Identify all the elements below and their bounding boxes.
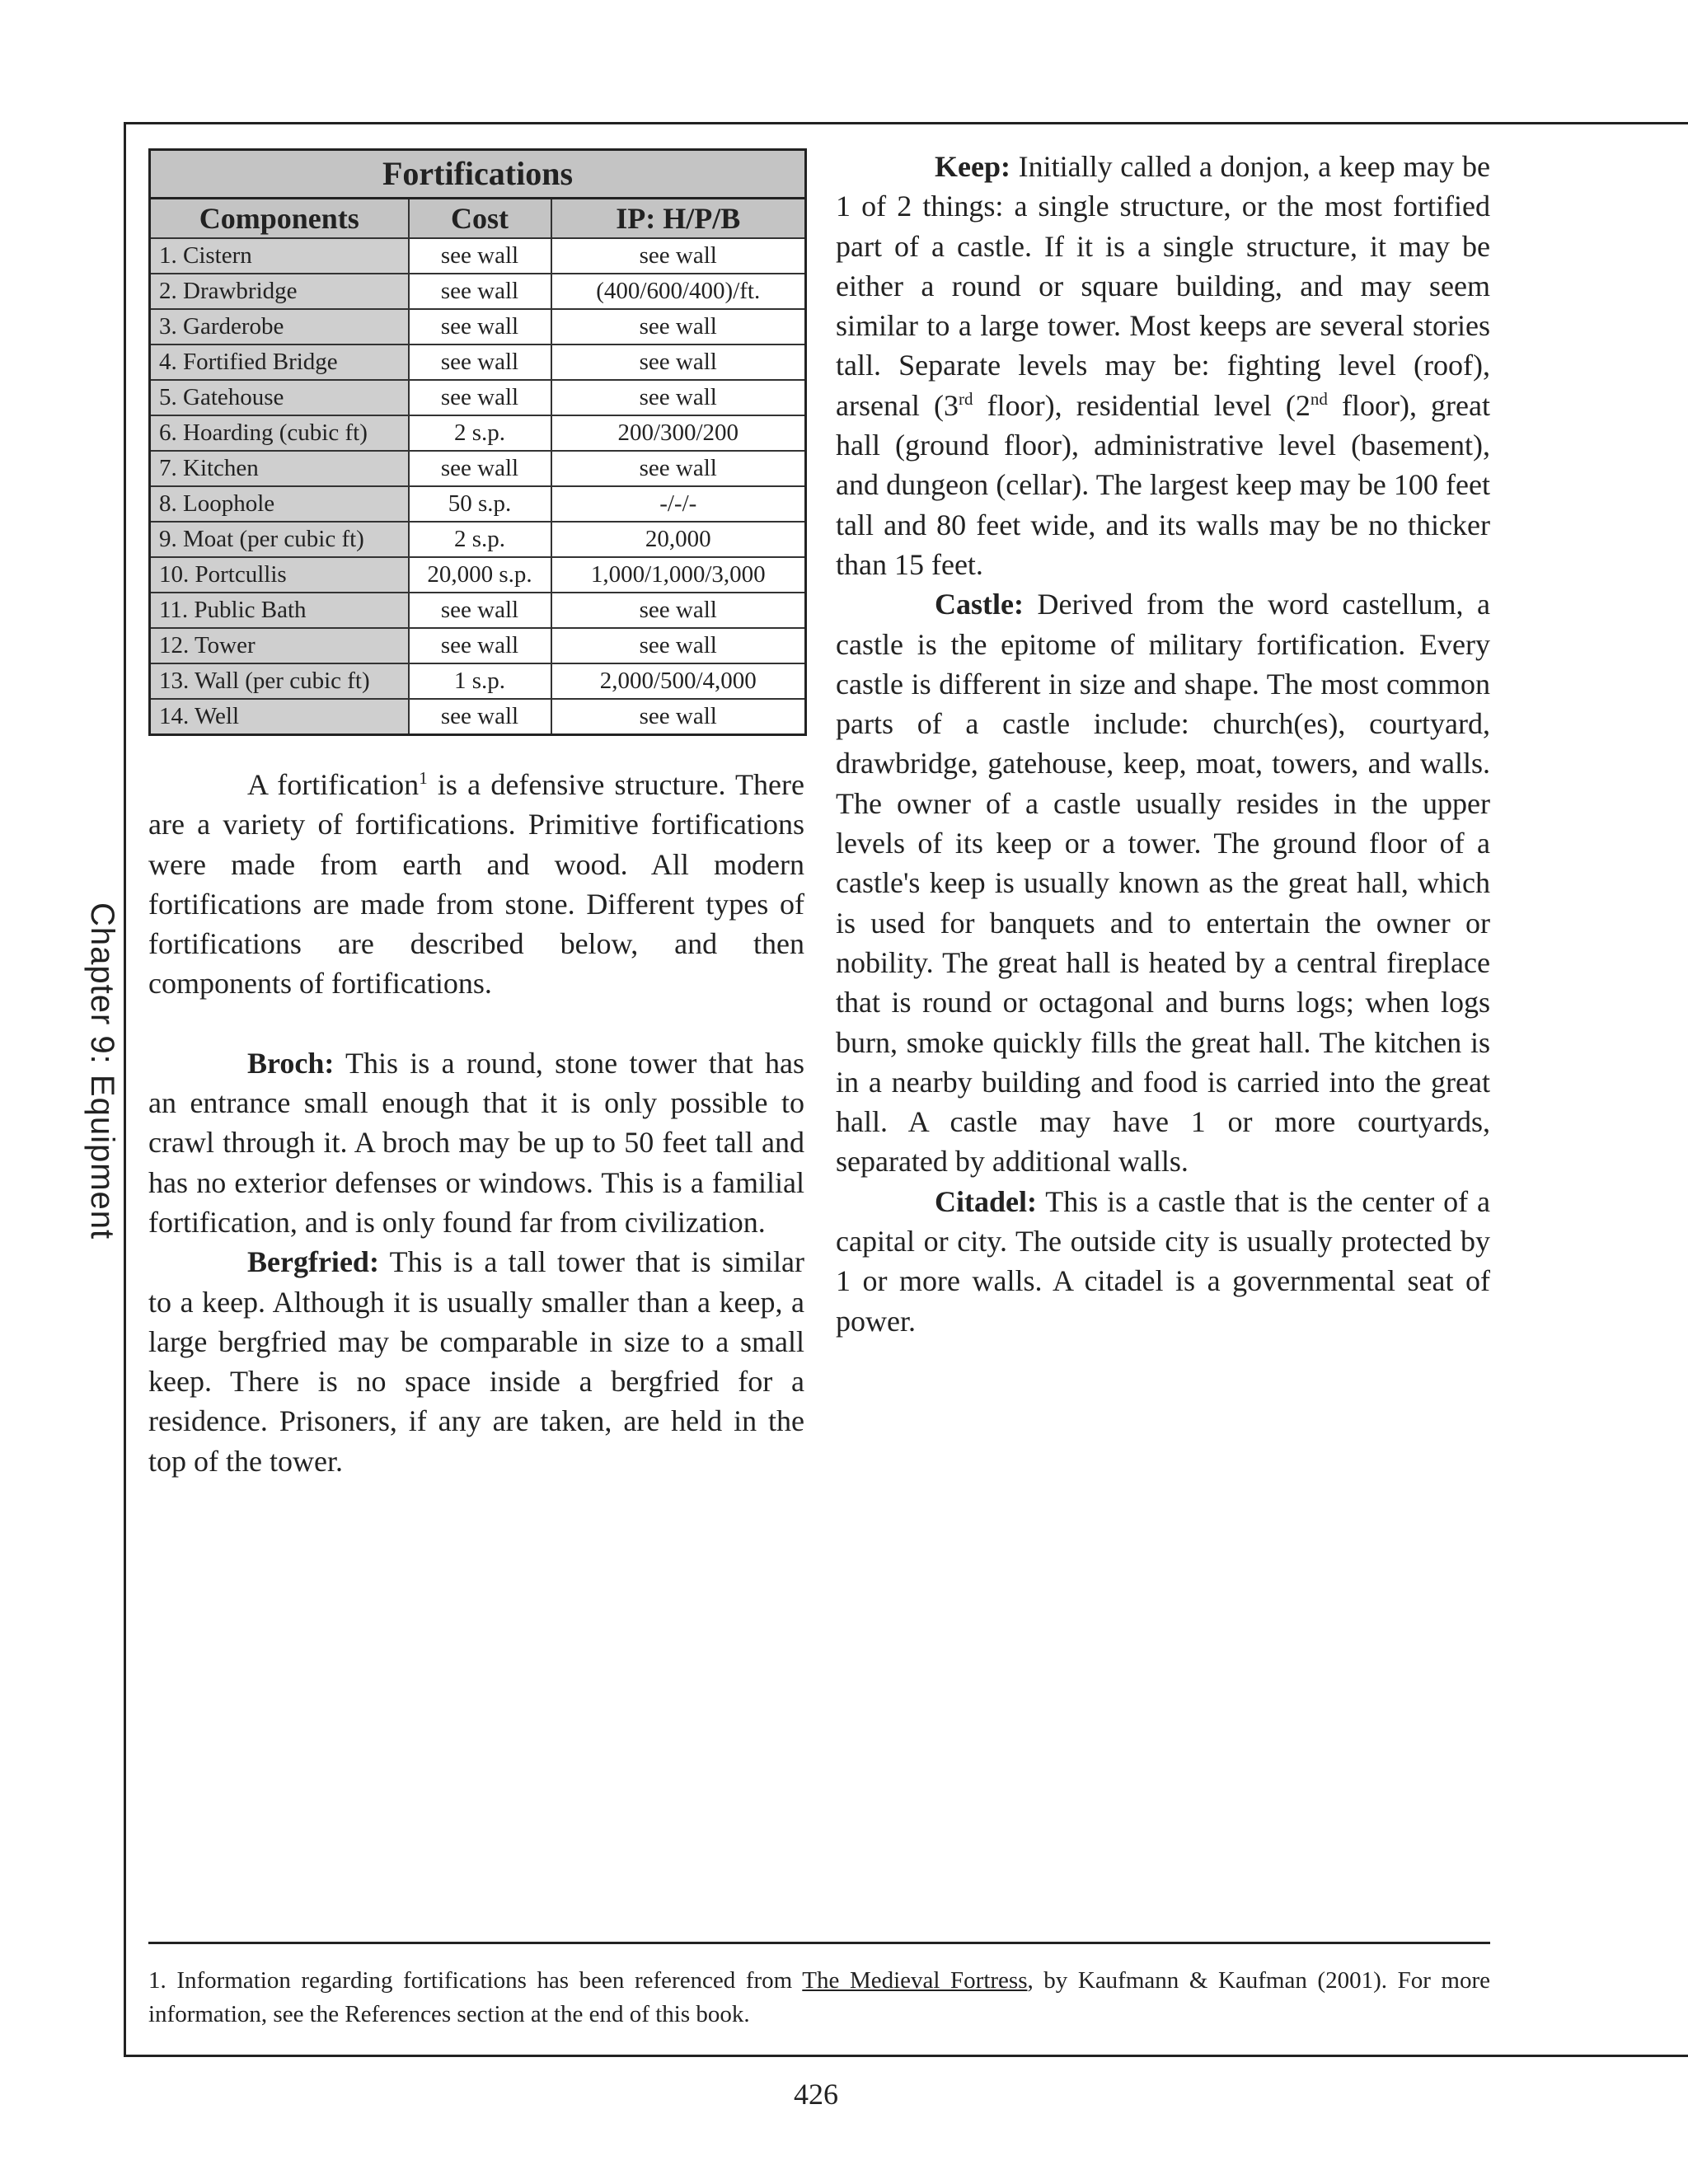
component-cell: 1. Cistern (150, 238, 409, 274)
cost-cell: 2 s.p. (409, 415, 551, 451)
footnote-book-title: The Medieval Fortress (802, 1967, 1028, 1994)
intro-text: is a defensive structure. There are a variety of fortifications. Primitive fortifications were made from earth and wood. All modern fortifications are made from stone. Different types of fortifications are described below, and then components of fortifications. (148, 768, 804, 1001)
table-header-row (150, 199, 806, 239)
component-cell: 2. Drawbridge (150, 274, 409, 309)
ip-cell: see wall (551, 699, 806, 735)
ip-cell: see wall (551, 628, 806, 663)
citadel-text: This is a castle that is the center of a capital or city. The outside city is usually protected by 1 or more walls. A citadel is a governmental seat of power. (836, 1184, 1490, 1338)
cost-cell: see wall (409, 699, 551, 735)
broch-paragraph (148, 1043, 804, 1242)
table-body (150, 238, 806, 735)
keep-superscript-nd: nd (1310, 388, 1328, 409)
component-cell: 14. Well (150, 699, 409, 735)
component-cell: 10. Portcullis (150, 557, 409, 593)
keep-text-part-a: Initially called a donjon, a keep may be 1 of 2 things: a single structure, or the most fortified part of a castle. If it is a single structure, it may be either a round or square building, and may seem similar to a large tower. Most keeps are several stories tall. Separate levels may be: fighting level (roof), arsenal (3 (836, 150, 1490, 422)
component-cell: 11. Public Bath (150, 593, 409, 628)
ip-cell: (400/600/400)/ft. (551, 274, 806, 309)
table-title: Fortifications (148, 148, 807, 197)
ip-cell: see wall (551, 380, 806, 415)
table-row (150, 557, 806, 593)
ip-cell: 20,000 (551, 522, 806, 557)
cost-cell: 2 s.p. (409, 522, 551, 557)
table-row (150, 628, 806, 663)
page-number: 426 (794, 2078, 838, 2111)
broch-text: This is a round, stone tower that has an entrance small enough that it is only possible to crawl through it. A broch may be up to 50 feet tall and has no exterior defenses or windows. This is a familial fortification, and is only found far from civilization. (148, 1046, 804, 1239)
ip-cell: 1,000/1,000/3,000 (551, 557, 806, 593)
column-header-components: Components (150, 199, 409, 239)
castle-paragraph (836, 584, 1490, 1181)
cost-cell: see wall (409, 274, 551, 309)
keep-superscript-rd: rd (959, 388, 973, 409)
ip-cell: 2,000/500/4,000 (551, 663, 806, 699)
table-row (150, 344, 806, 380)
chapter-side-label: Chapter 9: Equipment (84, 902, 120, 1240)
footnote-suffix: , by Kaufmann & Kaufman (2001). For more information, see the References section at the end of this book. (148, 1967, 1491, 2027)
footnote-prefix: 1. Information regarding fortifications has been referenced from (148, 1967, 803, 1994)
keep-term: Keep: (935, 150, 1010, 183)
table-row (150, 663, 806, 699)
castle-text: Derived from the word castellum, a castle is the epitome of military fortification. Every castle is different in size and shape. The most common parts of a castle include: church(es), courtyard, drawbridge, gatehouse, keep, moat, towers, and walls. The owner of a castle usually resides in the upper levels of its keep or a tower. The ground floor of a castle's keep is usually known as the great hall, which is used for banquets and to entertain the owner or nobility. The great hall is heated by a central fireplace that is round or octagonal and burns logs; when logs burn, smoke quickly fills the great hall. The kitchen is in a nearby building and food is carried into the great hall. A castle may have 1 or more courtyards, separated by additional walls. (836, 588, 1490, 1179)
fortifications-table (148, 148, 807, 736)
broch-term: Broch: (247, 1046, 335, 1080)
cost-cell: see wall (409, 238, 551, 274)
table-row (150, 274, 806, 309)
ip-cell: see wall (551, 344, 806, 380)
intro-first-word: A fortification (247, 768, 420, 801)
table-row (150, 699, 806, 735)
cost-cell: 1 s.p. (409, 663, 551, 699)
table-row (150, 415, 806, 451)
table-row (150, 593, 806, 628)
footnote-marker: 1 (419, 768, 428, 788)
column-header-cost: Cost (409, 199, 551, 239)
ip-cell: 200/300/200 (551, 415, 806, 451)
paragraph-spacer (148, 1004, 804, 1043)
ip-cell: -/-/- (551, 486, 806, 522)
component-cell: 6. Hoarding (cubic ft) (150, 415, 409, 451)
citadel-term: Citadel: (935, 1184, 1037, 1218)
component-cell: 5. Gatehouse (150, 380, 409, 415)
cost-cell: see wall (409, 593, 551, 628)
column-header-ip: IP: H/P/B (551, 199, 806, 239)
cost-cell: see wall (409, 628, 551, 663)
ip-cell: see wall (551, 238, 806, 274)
ip-cell: see wall (551, 593, 806, 628)
page-frame-top-rule (124, 122, 1688, 124)
castle-term: Castle: (935, 588, 1024, 621)
keep-paragraph (836, 147, 1490, 584)
bergfried-paragraph (148, 1242, 804, 1481)
cost-cell: see wall (409, 309, 551, 344)
page-frame-left-rule (124, 122, 126, 2057)
right-column-text (836, 147, 1490, 1341)
table-row (150, 451, 806, 486)
cost-cell: see wall (409, 380, 551, 415)
footnote-separator-rule (148, 1942, 1490, 1944)
left-column-text (148, 765, 804, 1481)
bergfried-term: Bergfried: (247, 1245, 379, 1279)
footnote (148, 1964, 1490, 2032)
component-cell: 12. Tower (150, 628, 409, 663)
table-row (150, 238, 806, 274)
cost-cell: 50 s.p. (409, 486, 551, 522)
cost-cell: see wall (409, 451, 551, 486)
page-frame-bottom-rule (124, 2055, 1688, 2057)
table-row (150, 522, 806, 557)
component-cell: 9. Moat (per cubic ft) (150, 522, 409, 557)
component-cell: 13. Wall (per cubic ft) (150, 663, 409, 699)
component-cell: 3. Garderobe (150, 309, 409, 344)
table-row (150, 486, 806, 522)
ip-cell: see wall (551, 309, 806, 344)
intro-paragraph (148, 765, 804, 1004)
bergfried-text: This is a tall tower that is similar to a keep. Although it is usually smaller than a keep, a large bergfried may be comparable in size to a small keep. There is no space inside a bergfried for a residence. Prisoners, if any are taken, are held in the top of the tower. (148, 1245, 804, 1478)
component-cell: 7. Kitchen (150, 451, 409, 486)
citadel-paragraph (836, 1182, 1490, 1341)
ip-cell: see wall (551, 451, 806, 486)
table-row (150, 380, 806, 415)
cost-cell: see wall (409, 344, 551, 380)
component-cell: 4. Fortified Bridge (150, 344, 409, 380)
cost-cell: 20,000 s.p. (409, 557, 551, 593)
keep-text-part-c: floor), great hall (ground floor), administrative level (basement), and dungeon (cellar). The largest keep may be 100 feet tall and 80 feet wide, and its walls may be no thicker than 15 feet. (836, 388, 1490, 581)
fortifications-table-container (148, 148, 804, 736)
component-cell: 8. Loophole (150, 486, 409, 522)
keep-text-part-b: floor), residential level (2 (973, 388, 1311, 422)
table-row (150, 309, 806, 344)
